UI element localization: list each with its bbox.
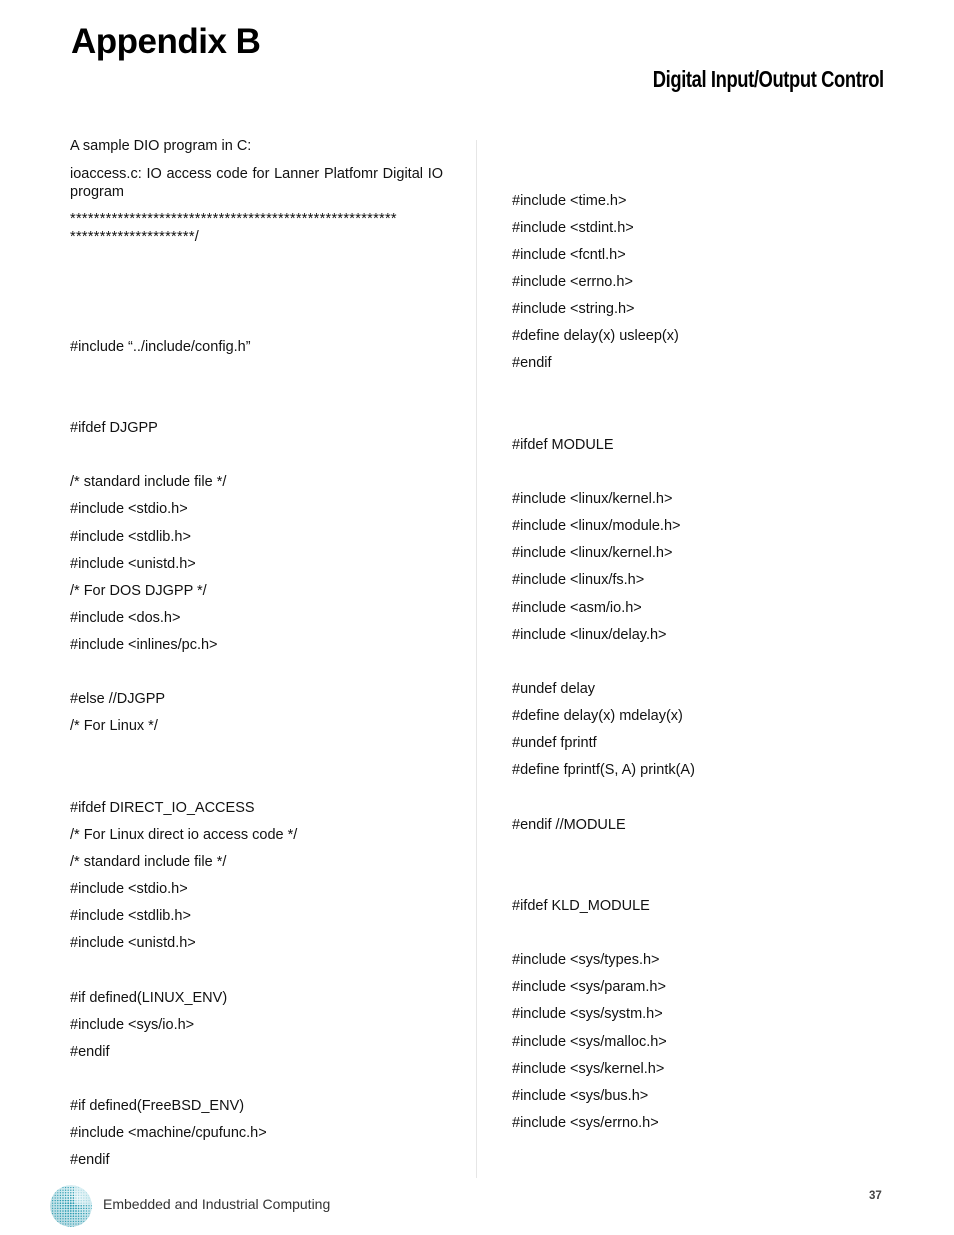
code-line: #include <linux/kernel.h> [512,491,673,507]
code-line: #undef fprintf [512,735,597,751]
code-line: #ifdef DIRECT_IO_ACCESS [70,800,255,816]
code-line: #ifdef DJGPP [70,420,158,436]
code-line: #ifdef MODULE [512,437,614,453]
code-line: #include <sys/kernel.h> [512,1061,665,1077]
code-line: #include <time.h> [512,193,627,209]
intro-text: A sample DIO program in C: [70,138,252,154]
code-line: #include <asm/io.h> [512,600,642,616]
code-line: #include <dos.h> [70,610,181,626]
code-line: #include <stdio.h> [70,881,188,897]
code-line: #include <sys/errno.h> [512,1115,659,1131]
code-line: #include <sys/param.h> [512,979,666,995]
code-line: #include <inlines/pc.h> [70,637,218,653]
code-line: #include <sys/bus.h> [512,1088,649,1104]
comment-stars-line-2: *********************/ [70,229,200,245]
column-divider [476,140,477,1178]
comment-stars-line-1: ******************************************************* [70,211,397,227]
code-line: #include <string.h> [512,301,635,317]
code-line: /* For DOS DJGPP */ [70,583,207,599]
code-line: #endif [70,1152,110,1168]
code-line: #include <unistd.h> [70,935,196,951]
code-line: #define fprintf(S, A) printk(A) [512,762,695,778]
code-line: #include <stdio.h> [70,501,188,517]
code-line: #include <unistd.h> [70,556,196,572]
code-line: #include <stdlib.h> [70,529,191,545]
code-line: #include <sys/io.h> [70,1017,195,1033]
code-line: #include “../include/config.h” [70,339,251,355]
code-line: /* For Linux direct io access code */ [70,827,298,843]
code-line: #endif [70,1044,110,1060]
footer-company-name: Embedded and Industrial Computing [103,1196,331,1212]
code-line: #ifdef KLD_MODULE [512,898,650,914]
code-line: /* standard include file */ [70,474,227,490]
code-line: #include <errno.h> [512,274,633,290]
globe-dots-logo-icon [49,1184,93,1228]
code-line: #include <machine/cpufunc.h> [70,1125,267,1141]
code-line: #define delay(x) mdelay(x) [512,708,683,724]
code-line: #include <fcntl.h> [512,247,626,263]
code-line: #if defined(FreeBSD_ENV) [70,1098,245,1114]
code-line: #include <stdlib.h> [70,908,191,924]
code-line: #include <stdint.h> [512,220,634,236]
code-line: #include <linux/delay.h> [512,627,667,643]
file-description: ioaccess.c: IO access code for Lanner Platfomr Digital IO program [70,166,443,200]
code-line: /* standard include file */ [70,854,227,870]
code-line: #endif [512,355,552,371]
page-number: 37 [869,1190,882,1202]
code-line: #endif //MODULE [512,817,626,833]
code-line: #include <sys/malloc.h> [512,1034,667,1050]
appendix-title: Appendix B [71,22,261,61]
section-title: Digital Input/Output Control [652,66,884,92]
code-line: #include <sys/systm.h> [512,1006,663,1022]
code-line: #if defined(LINUX_ENV) [70,990,228,1006]
code-line: #define delay(x) usleep(x) [512,328,679,344]
code-line: #include <linux/kernel.h> [512,545,673,561]
code-line: #include <sys/types.h> [512,952,660,968]
code-line: #include <linux/fs.h> [512,572,645,588]
code-line: #include <linux/module.h> [512,518,681,534]
code-line: #else //DJGPP [70,691,166,707]
code-line: #undef delay [512,681,596,697]
code-line: /* For Linux */ [70,718,158,734]
